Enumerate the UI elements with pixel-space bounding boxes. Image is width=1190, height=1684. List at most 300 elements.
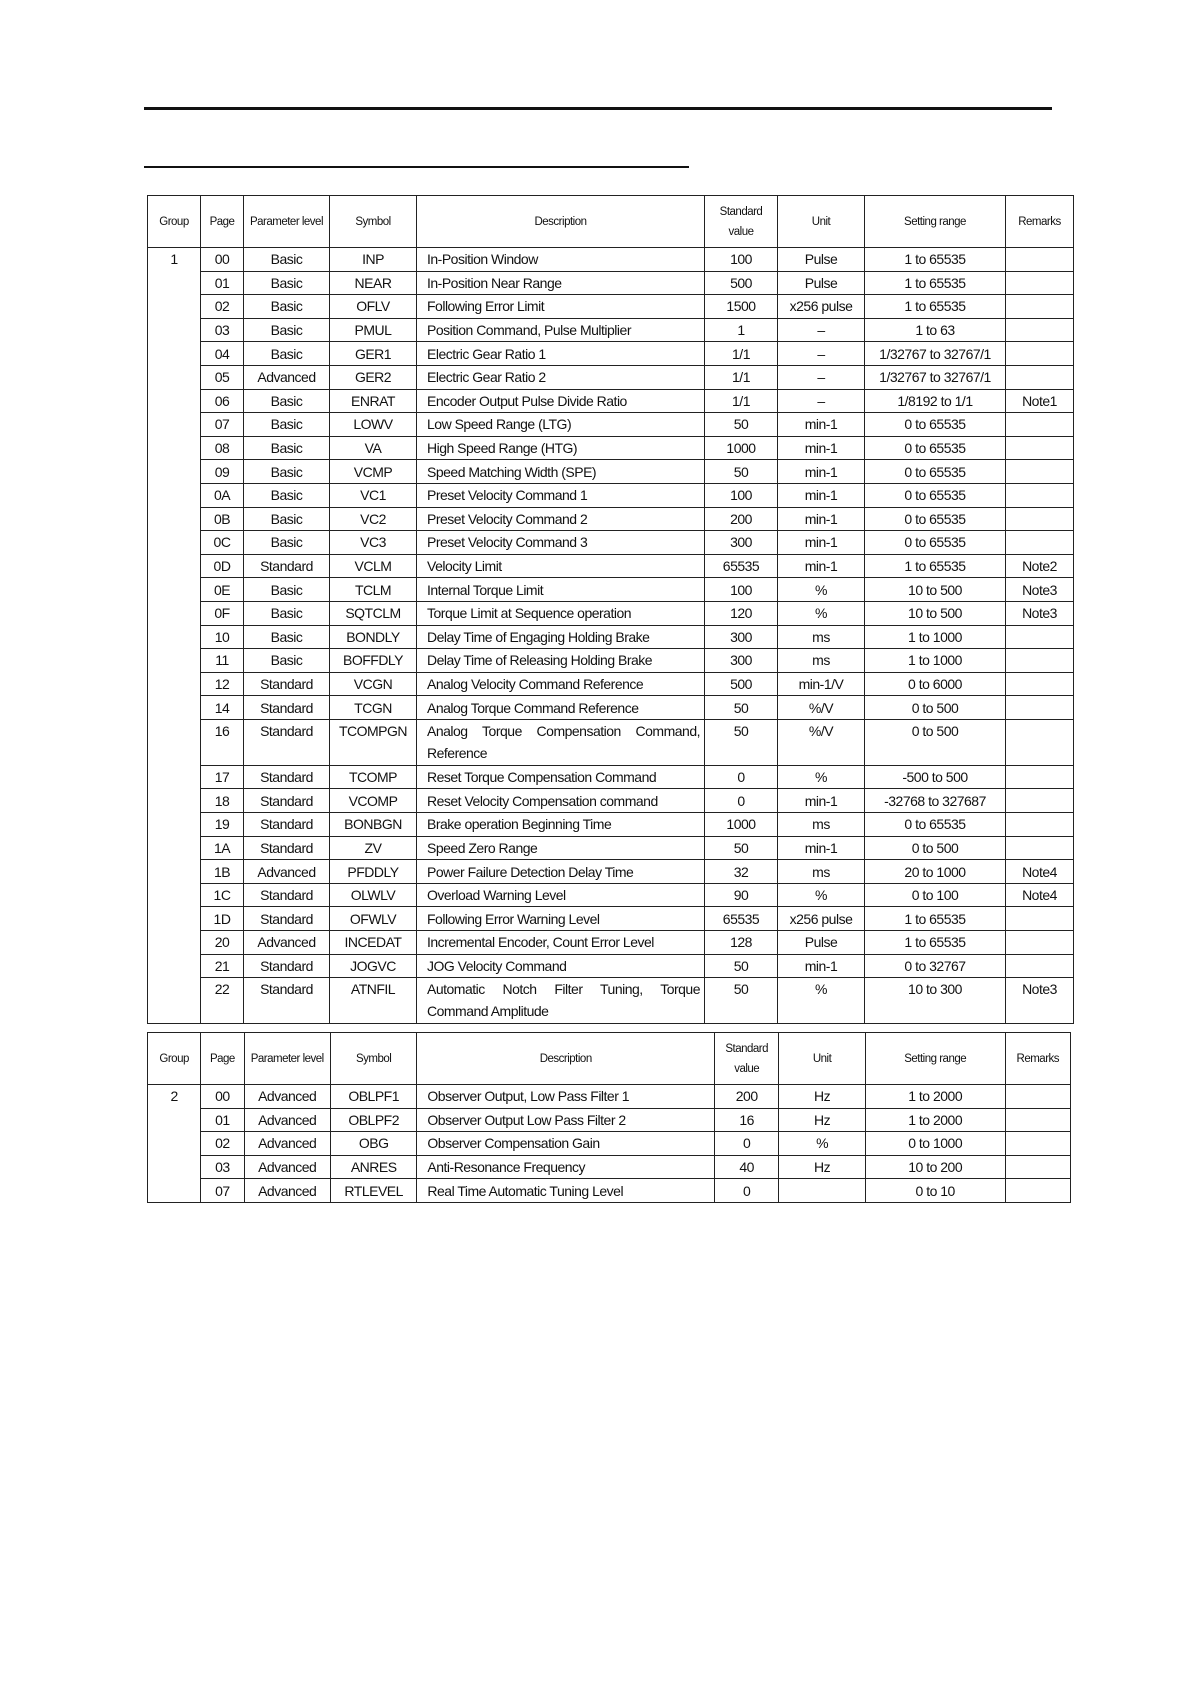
unit-cell: x256 pulse [778,295,865,319]
group-cell [148,860,201,884]
unit-cell: min-1 [778,507,865,531]
parameter-level-cell: Basic [244,601,330,625]
parameter-level-cell: Basic [244,318,330,342]
standard-value-cell: 0 [705,789,778,813]
group-cell [148,649,201,673]
header-group: Group [148,196,201,248]
description-cell: Speed Matching Width (SPE) [417,460,705,484]
symbol-cell: OBLPF2 [330,1108,416,1132]
group-cell [148,295,201,319]
description-cell: Observer Compensation Gain [417,1132,715,1156]
description-cell: Brake operation Beginning Time [417,813,705,837]
setting-range-cell: 0 to 6000 [865,672,1006,696]
symbol-cell: TCGN [330,696,417,720]
header-page: Page [201,1033,244,1085]
group-cell [148,719,201,765]
unit-cell: ms [778,649,865,673]
group-cell: 2 [148,1085,201,1109]
symbol-cell: ENRAT [330,389,417,413]
parameter-level-cell: Advanced [244,365,330,389]
standard-value-cell: 1/1 [705,389,778,413]
table-row [148,696,1074,720]
table-row [148,907,1074,931]
page-cell: 07 [201,413,244,437]
standard-value-cell: 50 [705,460,778,484]
standard-value-cell: 1 [705,318,778,342]
group-cell [148,907,201,931]
unit-cell: min-1 [778,554,865,578]
standard-value-cell: 50 [705,954,778,978]
page-cell: 05 [201,365,244,389]
page-cell: 19 [201,813,244,837]
remarks-cell [1006,460,1074,484]
symbol-cell: TCOMPGN [330,719,417,765]
setting-range-cell: 1 to 65535 [865,271,1006,295]
unit-cell: Hz [779,1108,865,1132]
symbol-cell: BONDLY [330,625,417,649]
standard-value-cell: 200 [705,507,778,531]
page-cell: 1A [201,836,244,860]
description-cell: Delay Time of Engaging Holding Brake [417,625,705,649]
parameter-level-cell: Basic [244,649,330,673]
description-cell: Analog Velocity Command Reference [417,672,705,696]
setting-range-cell: -500 to 500 [865,765,1006,789]
symbol-cell: INP [330,248,417,272]
table-row [148,1155,1071,1179]
parameter-level-cell: Advanced [244,1155,330,1179]
unit-cell: – [778,318,865,342]
unit-cell: ms [778,860,865,884]
remarks-cell: Note3 [1006,978,1074,1024]
setting-range-cell: 1 to 2000 [865,1085,1005,1109]
parameter-level-cell: Advanced [244,1132,330,1156]
setting-range-cell: 1 to 65535 [865,907,1006,931]
page-cell: 06 [201,389,244,413]
standard-value-cell: 200 [715,1085,779,1109]
standard-value-cell: 100 [705,483,778,507]
group-cell [148,1108,201,1132]
parameter-level-cell: Standard [244,554,330,578]
group-cell [148,460,201,484]
unit-cell: % [778,578,865,602]
parameter-level-cell: Standard [244,719,330,765]
standard-value-cell: 300 [705,531,778,555]
page-cell: 0D [201,554,244,578]
symbol-cell: BONBGN [330,813,417,837]
remarks-cell [1005,1132,1070,1156]
symbol-cell: PFDDLY [330,860,417,884]
description-cell: Observer Output, Low Pass Filter 1 [417,1085,715,1109]
description-cell: Speed Zero Range [417,836,705,860]
description-cell: Preset Velocity Command 1 [417,483,705,507]
setting-range-cell: 0 to 65535 [865,436,1006,460]
page-cell: 09 [201,460,244,484]
header-description: Description [417,1033,715,1085]
description-cell: Power Failure Detection Delay Time [417,860,705,884]
description-cell: Velocity Limit [417,554,705,578]
group-cell [148,813,201,837]
remarks-cell [1006,436,1074,460]
header-remarks: Remarks [1006,196,1074,248]
group-cell [148,601,201,625]
setting-range-cell: 0 to 32767 [865,954,1006,978]
parameter-table-group-1 [147,195,1074,1024]
remarks-cell [1006,271,1074,295]
remarks-cell [1006,672,1074,696]
header-group: Group [148,1033,201,1085]
standard-value-cell: 50 [705,836,778,860]
setting-range-cell: 0 to 65535 [865,460,1006,484]
symbol-cell: LOWV [330,413,417,437]
symbol-cell: INCEDAT [330,931,417,955]
symbol-cell: VCOMP [330,789,417,813]
remarks-cell [1005,1179,1070,1203]
unit-cell: min-1/V [778,672,865,696]
parameter-level-cell: Advanced [244,1108,330,1132]
page-cell: 0C [201,531,244,555]
remarks-cell [1006,696,1074,720]
group-cell [148,342,201,366]
page-cell: 1C [201,883,244,907]
header-standard-value: Standard value [705,196,778,248]
symbol-cell: GER2 [330,365,417,389]
header-parameter-level: Parameter level [244,196,330,248]
table-row [148,978,1074,1024]
group-cell [148,1179,201,1203]
parameter-level-cell: Basic [244,248,330,272]
symbol-cell: VC3 [330,531,417,555]
setting-range-cell: 10 to 300 [865,978,1006,1024]
table-row [148,1085,1071,1109]
remarks-cell: Note4 [1006,860,1074,884]
symbol-cell: VCMP [330,460,417,484]
unit-cell: min-1 [778,460,865,484]
table-row [148,578,1074,602]
setting-range-cell: 20 to 1000 [865,860,1006,884]
table-row [148,954,1074,978]
setting-range-cell: 0 to 500 [865,836,1006,860]
unit-cell: % [779,1132,865,1156]
page-cell: 20 [201,931,244,955]
parameter-level-cell: Basic [244,460,330,484]
symbol-cell: VC2 [330,507,417,531]
setting-range-cell: -32768 to 327687 [865,789,1006,813]
unit-cell: min-1 [778,789,865,813]
standard-value-cell: 1/1 [705,342,778,366]
standard-value-cell: 50 [705,719,778,765]
remarks-cell [1005,1108,1070,1132]
remarks-cell: Note2 [1006,554,1074,578]
symbol-cell: OFLV [330,295,417,319]
description-cell: Anti-Resonance Frequency [417,1155,715,1179]
standard-value-cell: 128 [705,931,778,955]
standard-value-cell: 32 [705,860,778,884]
group-cell [148,789,201,813]
unit-cell: Hz [779,1155,865,1179]
description-cell: Preset Velocity Command 3 [417,531,705,555]
remarks-cell [1006,719,1074,765]
group-cell [148,436,201,460]
description-cell: High Speed Range (HTG) [417,436,705,460]
page-cell: 02 [201,295,244,319]
page-cell: 10 [201,625,244,649]
page-cell: 01 [201,271,244,295]
unit-cell: % [778,765,865,789]
table-row [148,295,1074,319]
remarks-cell [1006,365,1074,389]
unit-cell: min-1 [778,436,865,460]
remarks-cell [1006,413,1074,437]
header-remarks: Remarks [1005,1033,1070,1085]
symbol-cell: SQTCLM [330,601,417,625]
group-cell [148,696,201,720]
setting-range-cell: 1 to 1000 [865,649,1006,673]
page-cell: 1B [201,860,244,884]
parameter-level-cell: Advanced [244,1085,330,1109]
unit-cell: Pulse [778,271,865,295]
group-cell [148,625,201,649]
table-header [148,1033,1071,1085]
unit-cell: Pulse [778,931,865,955]
table-row [148,436,1074,460]
unit-cell: min-1 [778,483,865,507]
description-cell: Automatic Notch Filter Tuning, Torque Command Amplitude [417,978,705,1024]
page-cell: 16 [201,719,244,765]
standard-value-cell: 500 [705,271,778,295]
parameter-level-cell: Standard [244,954,330,978]
standard-value-cell: 50 [705,978,778,1024]
table-row [148,271,1074,295]
remarks-cell [1006,342,1074,366]
standard-value-cell: 500 [705,672,778,696]
table-row [148,1108,1071,1132]
symbol-cell: PMUL [330,318,417,342]
symbol-cell: RTLEVEL [330,1179,416,1203]
description-cell: Observer Output Low Pass Filter 2 [417,1108,715,1132]
remarks-cell [1006,507,1074,531]
remarks-cell [1006,907,1074,931]
header-unit: Unit [779,1033,865,1085]
parameter-level-cell: Advanced [244,931,330,955]
table-row [148,601,1074,625]
table-row [148,672,1074,696]
description-cell: Analog Torque Compensation Command, Reference [417,719,705,765]
symbol-cell: OBLPF1 [330,1085,416,1109]
standard-value-cell: 100 [705,248,778,272]
unit-cell: – [778,389,865,413]
page-cell: 22 [201,978,244,1024]
table-row [148,365,1074,389]
remarks-cell: Note3 [1006,578,1074,602]
group-cell [148,931,201,955]
unit-cell: min-1 [778,531,865,555]
page-cell: 0A [201,483,244,507]
parameter-level-cell: Basic [244,483,330,507]
page-cell: 14 [201,696,244,720]
setting-range-cell: 0 to 65535 [865,531,1006,555]
parameter-level-cell: Basic [244,389,330,413]
description-cell: Internal Torque Limit [417,578,705,602]
parameter-level-cell: Standard [244,813,330,837]
symbol-cell: OBG [330,1132,416,1156]
description-cell: Torque Limit at Sequence operation [417,601,705,625]
page-cell: 0F [201,601,244,625]
header-description: Description [417,196,705,248]
setting-range-cell: 1 to 65535 [865,931,1006,955]
group-cell [148,318,201,342]
parameter-level-cell: Standard [244,836,330,860]
group-cell [148,978,201,1024]
description-cell: In-Position Near Range [417,271,705,295]
page-cell: 11 [201,649,244,673]
group-cell [148,531,201,555]
table-row [148,931,1074,955]
group-cell [148,672,201,696]
table-row [148,1179,1071,1203]
description-cell: In-Position Window [417,248,705,272]
table-row [148,625,1074,649]
remarks-cell [1006,649,1074,673]
group-cell: 1 [148,248,201,272]
symbol-cell: ATNFIL [330,978,417,1024]
standard-value-cell: 65535 [705,907,778,931]
group-cell [148,1132,201,1156]
table-header [148,196,1074,248]
unit-cell: Pulse [778,248,865,272]
parameter-table-group-2 [147,1032,1071,1203]
parameter-level-cell: Standard [244,883,330,907]
parameter-level-cell: Basic [244,413,330,437]
setting-range-cell: 1 to 65535 [865,554,1006,578]
setting-range-cell: 1 to 1000 [865,625,1006,649]
header-setting-range: Setting range [865,196,1006,248]
description-cell: Low Speed Range (LTG) [417,413,705,437]
setting-range-cell: 0 to 500 [865,696,1006,720]
standard-value-cell: 300 [705,625,778,649]
setting-range-cell: 1 to 63 [865,318,1006,342]
group-cell [148,765,201,789]
group-cell [148,578,201,602]
unit-cell [779,1179,865,1203]
table-row [148,413,1074,437]
symbol-cell: VC1 [330,483,417,507]
setting-range-cell: 0 to 65535 [865,413,1006,437]
standard-value-cell: 50 [705,696,778,720]
unit-cell: – [778,342,865,366]
group-cell [148,389,201,413]
standard-value-cell: 90 [705,883,778,907]
setting-range-cell: 0 to 500 [865,719,1006,765]
section-rule [144,166,689,168]
standard-value-cell: 50 [705,413,778,437]
unit-cell: % [778,601,865,625]
setting-range-cell: 1 to 2000 [865,1108,1005,1132]
standard-value-cell: 1/1 [705,365,778,389]
description-cell: Overload Warning Level [417,883,705,907]
header-symbol: Symbol [330,1033,416,1085]
unit-cell: %/V [778,696,865,720]
group-cell [148,836,201,860]
standard-value-cell: 1500 [705,295,778,319]
standard-value-cell: 16 [715,1108,779,1132]
table-row [148,719,1074,765]
description-cell: Incremental Encoder, Count Error Level [417,931,705,955]
remarks-cell: Note1 [1006,389,1074,413]
setting-range-cell: 10 to 500 [865,601,1006,625]
group-cell [148,1155,201,1179]
description-cell: JOG Velocity Command [417,954,705,978]
setting-range-cell: 1/32767 to 32767/1 [865,342,1006,366]
parameter-level-cell: Advanced [244,860,330,884]
description-cell: Following Error Warning Level [417,907,705,931]
table-row [148,883,1074,907]
symbol-cell: NEAR [330,271,417,295]
page-cell: 04 [201,342,244,366]
remarks-cell [1006,836,1074,860]
standard-value-cell: 120 [705,601,778,625]
group-cell [148,954,201,978]
page-cell: 17 [201,765,244,789]
parameter-level-cell: Standard [244,907,330,931]
remarks-cell [1006,531,1074,555]
table-row [148,248,1074,272]
page-cell: 0B [201,507,244,531]
description-cell: Position Command, Pulse Multiplier [417,318,705,342]
setting-range-cell: 1 to 65535 [865,295,1006,319]
parameter-level-cell: Basic [244,625,330,649]
page-cell: 02 [201,1132,244,1156]
setting-range-cell: 0 to 10 [865,1179,1005,1203]
symbol-cell: VCGN [330,672,417,696]
description-cell: Following Error Limit [417,295,705,319]
remarks-cell [1006,931,1074,955]
remarks-cell [1006,483,1074,507]
table-row [148,554,1074,578]
header-page: Page [201,196,244,248]
remarks-cell [1006,789,1074,813]
standard-value-cell: 100 [705,578,778,602]
description-cell: Electric Gear Ratio 1 [417,342,705,366]
standard-value-cell: 1000 [705,436,778,460]
table-row [148,318,1074,342]
group-cell [148,271,201,295]
unit-cell: % [778,978,865,1024]
setting-range-cell: 1/8192 to 1/1 [865,389,1006,413]
table-row [148,389,1074,413]
remarks-cell [1006,765,1074,789]
remarks-cell [1006,295,1074,319]
parameter-level-cell: Basic [244,342,330,366]
standard-value-cell: 0 [705,765,778,789]
group-cell [148,365,201,389]
standard-value-cell: 300 [705,649,778,673]
group-cell [148,413,201,437]
group-cell [148,554,201,578]
page-cell: 08 [201,436,244,460]
parameter-level-cell: Standard [244,789,330,813]
description-cell: Electric Gear Ratio 2 [417,365,705,389]
remarks-cell [1006,625,1074,649]
standard-value-cell: 40 [715,1155,779,1179]
standard-value-cell: 1000 [705,813,778,837]
setting-range-cell: 0 to 65535 [865,483,1006,507]
symbol-cell: VA [330,436,417,460]
unit-cell: min-1 [778,836,865,860]
header-setting-range: Setting range [865,1033,1005,1085]
setting-range-cell: 0 to 65535 [865,507,1006,531]
parameter-level-cell: Basic [244,507,330,531]
table-row [148,649,1074,673]
